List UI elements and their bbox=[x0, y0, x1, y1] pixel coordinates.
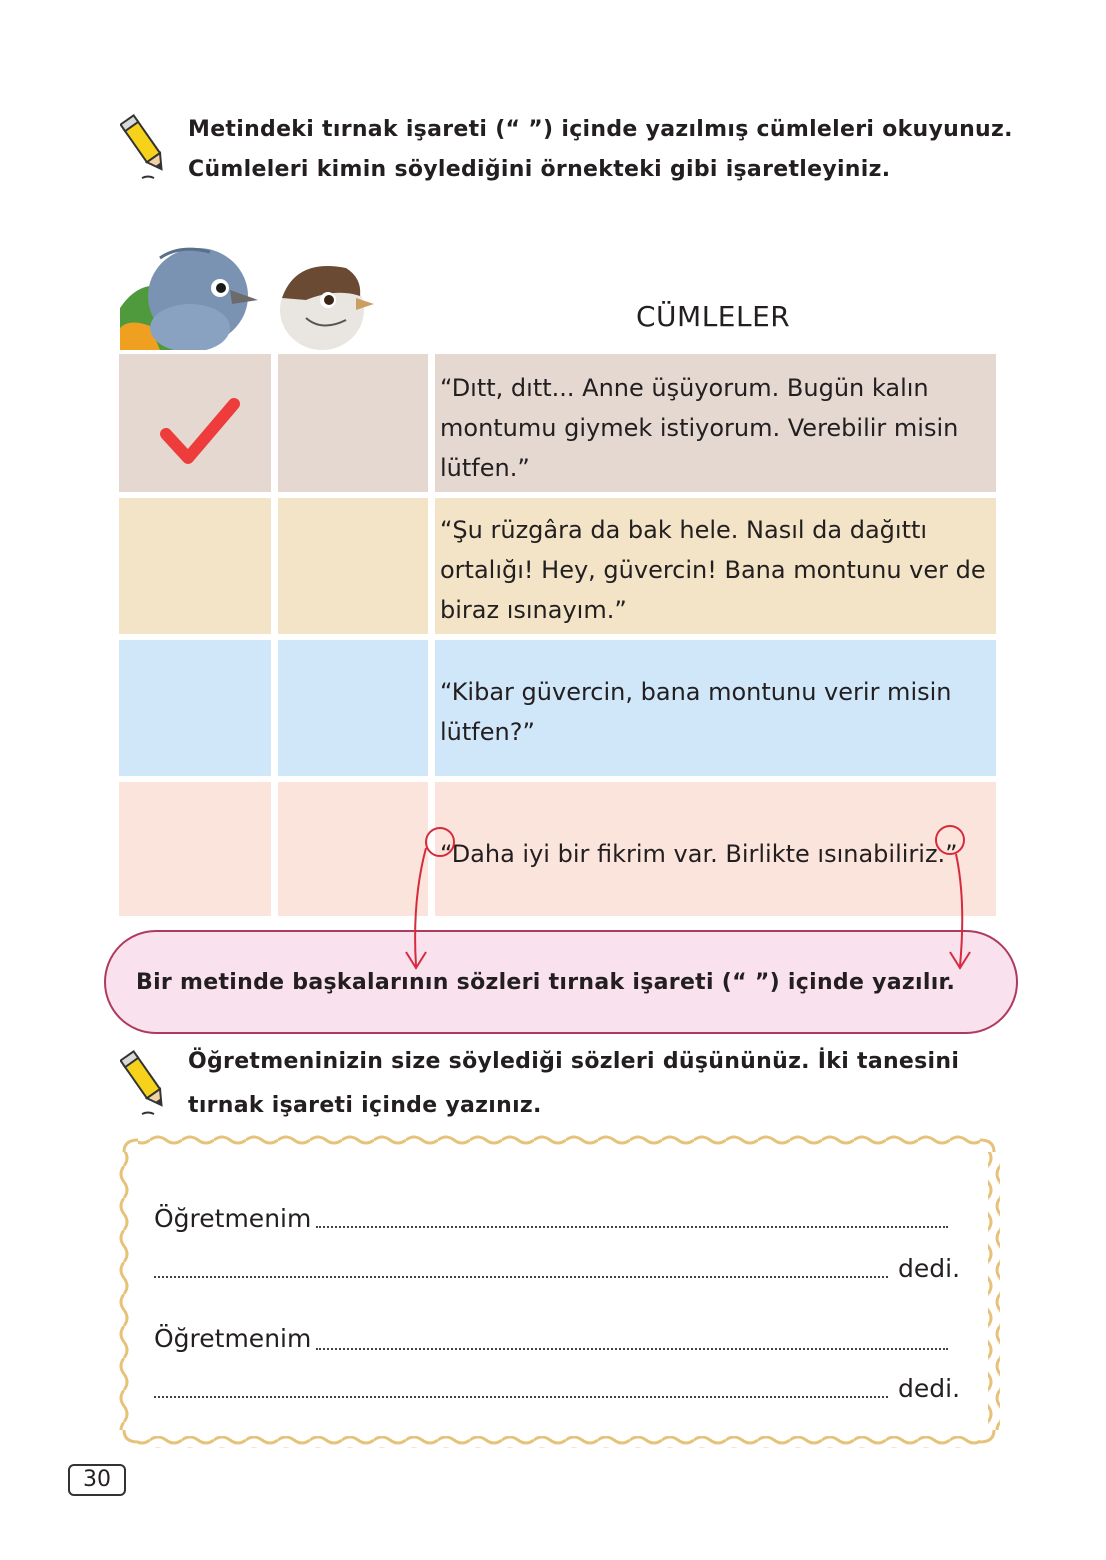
writing-line-1b[interactable] bbox=[154, 1276, 888, 1278]
sentence-row-1-line-2: montumu giymek istiyorum. Verebilir misin bbox=[440, 414, 959, 442]
writing-line-2b[interactable] bbox=[154, 1396, 888, 1398]
sparrow-cell-row-1[interactable] bbox=[278, 354, 428, 492]
quote-arrows bbox=[400, 820, 1000, 980]
sentence-row-2-line-3: biraz ısınayım.” bbox=[440, 596, 627, 624]
writing-suffix-1: dedi. bbox=[898, 1254, 961, 1283]
pencil-icon bbox=[120, 1048, 172, 1118]
table-header: CÜMLELER bbox=[636, 300, 791, 333]
sparrow-image bbox=[276, 258, 376, 350]
instruction-line-2: Cümleleri kimin söylediğini örnekteki gibi işaretleyiniz. bbox=[188, 157, 891, 182]
writing-line-2a[interactable] bbox=[316, 1348, 948, 1350]
checkmark-icon bbox=[158, 396, 242, 468]
sentence-row-1-line-1: “Dıtt, dıtt... Anne üşüyorum. Bugün kalın bbox=[440, 374, 929, 402]
writing-prefix-2: Öğretmenim bbox=[154, 1324, 312, 1353]
writing-suffix-2: dedi. bbox=[898, 1374, 961, 1403]
pencil-icon bbox=[120, 112, 172, 182]
instruction-line-1: Metindeki tırnak işareti (“ ”) içinde yazılmış cümleleri okuyunuz. bbox=[188, 117, 1013, 142]
sentence-row-3-line-2: lütfen?” bbox=[440, 718, 535, 746]
writing-prefix-1: Öğretmenim bbox=[154, 1204, 312, 1233]
pigeon-cell-row-2[interactable] bbox=[119, 498, 271, 634]
pigeon-cell-row-3[interactable] bbox=[119, 640, 271, 776]
writing-line-1a[interactable] bbox=[316, 1226, 948, 1228]
pigeon-cell-row-4[interactable] bbox=[119, 782, 271, 916]
sentence-row-2-line-1: “Şu rüzgâra da bak hele. Nasıl da dağıttı bbox=[440, 516, 928, 544]
page-number: 30 bbox=[68, 1464, 126, 1496]
sentence-row-1-line-3: lütfen.” bbox=[440, 454, 530, 482]
instruction2-line-1: Öğretmeninizin size söylediği sözleri düşününüz. İki tanesini bbox=[188, 1049, 960, 1074]
instruction2-line-2: tırnak işareti içinde yazınız. bbox=[188, 1093, 542, 1118]
sparrow-cell-row-3[interactable] bbox=[278, 640, 428, 776]
writing-box-border bbox=[118, 1134, 1000, 1448]
sentence-row-2-line-2: ortalığı! Hey, güvercin! Bana montunu ver de bbox=[440, 556, 986, 584]
pigeon-image bbox=[120, 238, 272, 350]
rule-text: Bir metinde başkalarının sözleri tırnak işareti (“ ”) içinde yazılır. bbox=[136, 970, 956, 995]
sparrow-cell-row-2[interactable] bbox=[278, 498, 428, 634]
sentence-row-3-line-1: “Kibar güvercin, bana montunu verir misin bbox=[440, 678, 952, 706]
sentence-row-4-line-1: “Daha iyi bir fikrim var. Birlikte ısınabiliriz.” bbox=[440, 840, 958, 868]
